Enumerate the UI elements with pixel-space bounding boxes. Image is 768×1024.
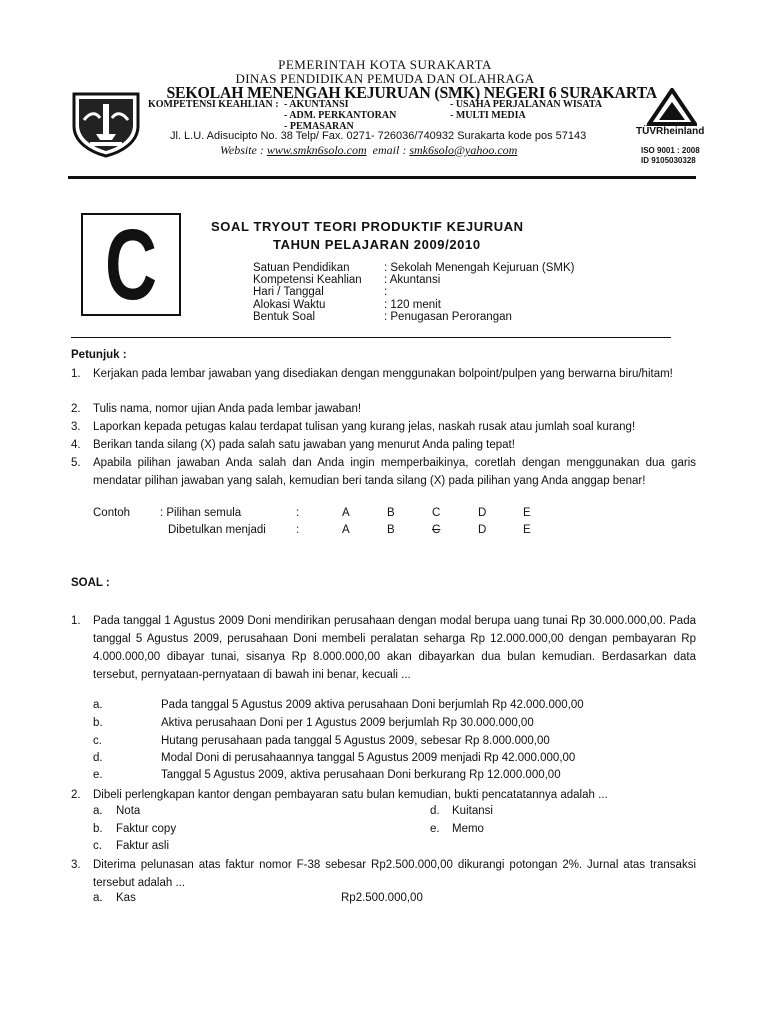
iso-number: ISO 9001 : 2008 — [641, 146, 700, 155]
example-label: Contoh — [93, 507, 131, 519]
example-colon: : — [296, 524, 300, 536]
option-key: a. — [93, 805, 103, 817]
option-text: Kuitansi — [452, 805, 493, 817]
example-option: B — [387, 507, 395, 519]
website-link[interactable]: www.smkn6solo.com — [266, 143, 367, 157]
info-row: Hari / Tanggal : — [253, 286, 388, 299]
email-label: email : — [372, 143, 407, 157]
example-row-label: Dibetulkan menjadi — [168, 524, 266, 536]
option-text: Aktiva perusahaan Doni per 1 Agustus 2009 berjumlah Rp 30.000.000,00 — [161, 717, 534, 729]
option-text: Tanggal 5 Agustus 2009, aktiva perusahaan Doni berkurang Rp 12.000.000,00 — [161, 769, 561, 781]
option-key: b. — [93, 717, 103, 729]
example-row-label: : Pilihan semula — [160, 507, 242, 519]
option-key: c. — [93, 840, 102, 852]
option-text: Nota — [116, 805, 141, 817]
example-option: B — [387, 524, 395, 536]
kompetensi-item: - ADM. PERKANTORAN — [284, 110, 397, 121]
school-address: Jl. L.U. Adisucipto No. 38 Telp/ Fax. 0271- 726036/740932 Surakarta kode pos 57143 — [170, 130, 587, 142]
example-option: D — [478, 524, 487, 536]
petunjuk-heading: Petunjuk : — [71, 349, 127, 361]
website-label: Website : — [220, 143, 264, 157]
paper-info — [253, 262, 575, 323]
option-text: Faktur copy — [116, 823, 177, 835]
iso-certificate — [641, 146, 700, 166]
example-option: D — [478, 507, 487, 519]
iso-id: ID 9105030328 — [641, 156, 696, 165]
kompetensi-item: - PEMASARAN — [284, 121, 354, 132]
option-key: d. — [430, 805, 440, 817]
example-option: E — [523, 524, 531, 536]
info-row: Kompetensi Keahlian : Akuntansi — [253, 274, 441, 287]
paper-code: C — [105, 208, 157, 321]
contact-line — [220, 143, 517, 158]
option-key: a. — [93, 892, 103, 904]
header-line-1: PEMERINTAH KOTA SURAKARTA — [278, 57, 492, 72]
journal-amount: Rp2.500.000,00 — [341, 892, 423, 904]
journal-account: Kas — [116, 892, 136, 904]
kompetensi-item: - MULTI MEDIA — [450, 110, 526, 121]
option-key: e. — [430, 823, 440, 835]
option-text: Pada tanggal 5 Agustus 2009 aktiva perusahaan Doni berjumlah Rp 42.000.000,00 — [161, 699, 584, 711]
example-option: E — [523, 507, 531, 519]
info-row: Bentuk Soal : Penugasan Perorangan — [253, 310, 512, 323]
example-option-struck: C — [432, 524, 441, 536]
kompetensi-item: - USAHA PERJALANAN WISATA — [450, 99, 602, 110]
tuv-label: TÜVRheinland — [636, 126, 705, 137]
soal-heading: SOAL : — [71, 577, 110, 589]
info-row: Alokasi Waktu : 120 menit — [253, 298, 441, 311]
option-text: Hutang perusahaan pada tanggal 5 Agustus 2009, sebesar Rp 8.000.000,00 — [161, 735, 550, 747]
header-divider — [68, 176, 696, 179]
city-emblem-icon — [70, 90, 142, 158]
example-option: C — [432, 507, 441, 519]
option-text: Faktur asli — [116, 840, 170, 852]
option-key: b. — [93, 823, 103, 835]
example-colon: : — [296, 507, 300, 519]
example-option: A — [342, 507, 350, 519]
title-divider — [71, 337, 671, 338]
option-text: Memo — [452, 823, 484, 835]
paper-year: TAHUN PELAJARAN 2009/2010 — [273, 237, 481, 252]
tuv-logo-icon — [647, 88, 697, 126]
option-text: Modal Doni di perusahaannya tanggal 5 Agustus 2009 menjadi Rp 42.000.000,00 — [161, 752, 576, 764]
email-link[interactable]: smk6solo@yahoo.com — [409, 143, 518, 157]
option-key: d. — [93, 752, 103, 764]
kompetensi-item: - AKUNTANSI — [284, 99, 349, 110]
option-key: a. — [93, 699, 103, 711]
kompetensi-label: KOMPETENSI KEAHLIAN : — [148, 99, 279, 110]
paper-title: SOAL TRYOUT TEORI PRODUKTIF KEJURUAN — [211, 219, 524, 234]
option-key: c. — [93, 735, 102, 747]
info-row: Satuan Pendidikan : Sekolah Menengah Kejuruan (SMK) — [253, 262, 575, 274]
header-line-2: DINAS PENDIDIKAN PEMUDA DAN OLAHRAGA — [235, 71, 535, 86]
option-key: e. — [93, 769, 103, 781]
school-name: SEKOLAH MENENGAH KEJURUAN (SMK) NEGERI 6 SURAKARTA — [166, 83, 657, 102]
example-option: A — [342, 524, 350, 536]
